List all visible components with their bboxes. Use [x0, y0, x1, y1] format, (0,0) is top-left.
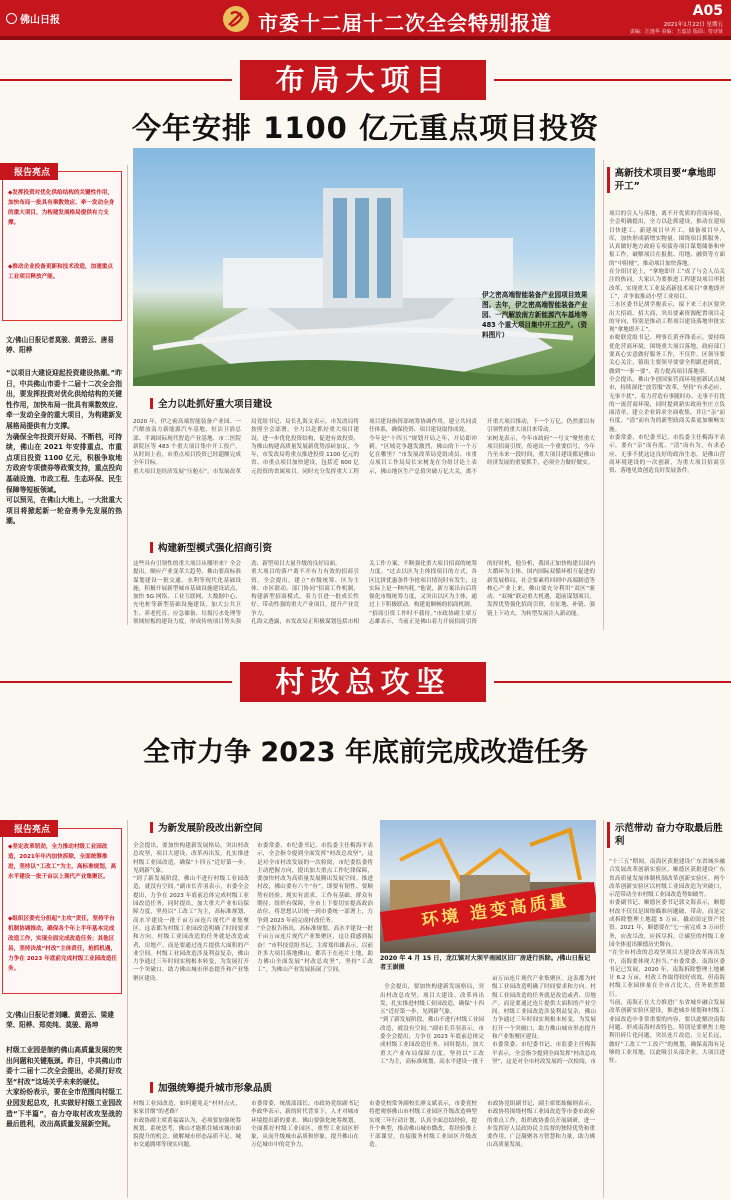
photo-banner: 环境 造变高质量 [380, 882, 596, 942]
section1-subhead-1: 全力以赴抓好重大项目建设 [150, 396, 272, 410]
masthead-stripe [0, 36, 731, 40]
section1-highlights-tag: 报告亮点 [0, 163, 58, 180]
section2-subhead-2: 加强统筹提升城市形象品质 [150, 1080, 272, 1094]
paper-name: 佛山日报 [20, 14, 60, 26]
section2-highlight-1: ◆坚定改革韧劲，全力推动村级工业园改造，2021年年内加快拆除，全面统筹推进，坚持以“工改工”为主，高标准规划，高水平建设一批千亩以上现代产业集聚区。 [8, 844, 117, 880]
party-emblem-icon [222, 5, 250, 33]
demolition-photo-caption: 2020 年 4 月 15 日，龙江镇对大坝平南园区旧厂房进行拆除。/佛山日报记者王澍摄 [380, 955, 591, 971]
section1-byline: 文/佛山日报记者莫骏、黄碧云、唐易婷、阳桦 [6, 336, 114, 354]
subhead-bar [150, 542, 153, 553]
kicker-deco-right [494, 681, 731, 683]
section2-byline: 文/佛山日报记者刘曦、黄碧云、梁建荣、阳桦、郑奕纯、莫骏、路坤 [6, 1011, 114, 1029]
section2-kicker: 村改总攻坚 [240, 662, 486, 702]
section2-highlights-tag: 报告亮点 [0, 820, 58, 837]
section1-lead: “以项目大建设迎起投资建设热潮。”昨日，中共佛山市委十二届十二次全会指出，要发挥投资对优化供给结构的关键性作用，加快布局一批具有乘数效应、牵一发动全身的重大项目，为构建新发展格局提供有力支撑。 为确保全年投资开好局、不断档，可持续，佛山在 2021 年安排重点、市重点项目投资 1100 亿元，积极争取地方政府专项债券等政策支持，重点投向基础设施、市政工程、生态环保、民生保障等短板领域。 可以预见，在佛山大地上，一大批重大项目将掀起新一轮奋勇争先发展的热潮。 [6, 369, 122, 526]
section2-lead: 村级工业园是制约佛山高质量发展的突出问题和关键瓶颈。昨日，中共佛山市委十二届十二次全会提出，必须打好攻坚“村改”这场关乎未来的硬仗。 大家纷纷表示，要在全市范围向村级工业园发起总攻，扎实做好村级工业园改造“下半篇”，奋力夺取村改攻坚战的最后胜利，改出高质量发展新空间。 [6, 1046, 122, 1129]
paper-logo [6, 8, 70, 28]
subhead-bar [607, 822, 610, 848]
section2-highlight-2: ◆组织区委充分担起“主攻”责任，坚持平台机制协调推动，确保各个年上半年基本完成改造工作，实现全面完成改造任务；其他区县，坚持决战“村改”主体责任，抢抓机遇，力争在 2023 年底前完成村级工业园改造任务。 [8, 916, 117, 972]
section1-right-text: 项目的引入与落地，离不开优质的营商环境，全会明确提出，全力以赴抓建设，推动在建项目快建工，新建项目早开工，储备项目早入库，加快形成新增实物量。围绕项目抓服务，认真做好地方政府专项债券项目谋划储备和申报工作，破解项目在报批、用地、融资等方面的“中阻梗”，推动项目加快落地。 在分组讨论上，“拿地即开工”成了与会人员关注的热词，大家认为要推进工程建设项目审批改革，实现重大工业及高新技术项目“拿地即开工”，并争取推动小型工业项目。 三水区委书记胡学骏表示，接下来三水区要突出大招商、招大商，突出要素资源配置项目走的导向，特别是推动工程项目建设落地审批实现“拿地即开工”。 市税联党组书记、理事长黄齐锋表示，要持续优化营商环境，围绕重大项目落地，政府部门要真心实意做好服务工作，不仅件，区领导要关心关注，镇街主要领导要要全程跟进到底，做到“一事一要”，着力提高项目落地率。 全会提出，佛山争创国家营商环境创新试点城市，持续深化“放管服”改革，坚持“有求必应、无事不扰”，着力营造有事随时办、无事不打扰的一流营商环境，同时提到新实政府坐庄立负面清单，建立企业诉求全面收集，并让“亲”而有度、“清”而有为的新型政商关系更加顺畅实施。 市委常委、市纪委书记、市监委主任梅海平表示，要有“亲”而有度、“清”而有为，有求必应、无事不扰这这良好的政治生态，是佛山营商环境建设的一次创新，为重大项目招商引资、落地见效创造良好发展条件。 [609, 211, 725, 475]
date-line: 2021年1月22日 星期五 [663, 22, 723, 28]
subhead-bar [607, 167, 610, 193]
section2-headline: 全市力争 2023 年底前完成改造任务 [143, 737, 588, 768]
page-number: A05 [692, 3, 723, 19]
section2-mid-text: 全会提出，要加快构建新发展格局，突出村改总攻坚，项目大建设、改革再出发，扎实推进村级工业园改造，确保“十四五”近好第一步，见到新气象。 “到了新发展阶段，佛山不进行村级工业园改造，就没有空间。”副市长乔羽表示，市委全会提出，力争在 2023 年底前总体完成村级工业园改造任务，同时提出，加大重大产业布局保障力度，坚持以“工改工”为主，高标准规划、高水平建设一批千亩万亩连片现代产业集聚区。这表都为村级工业园改造明确了时间要求和方向。村级工业园改造的任务就是改造或者，房地产、而是要通过连片提供大面积的产业空间。村级工业园改造涉及利益复杂，佛山力争通过三年时间实现根本转变，为发展打开一个突破口，助力佛山城市形态提升和产业集聚区建设。 市委常委、市纪委书记、市监委主任梅海平表示，全会指令提到全面发挥“村改总攻坚”，这是对全市村改发展的一次检阅，市 [380, 976, 596, 1065]
section2-subhead-1: 为新发展阶段改出新空间 [150, 820, 263, 834]
column-rule [127, 820, 128, 1198]
demolition-photo [380, 820, 596, 953]
section1-highlight-2: ◆推动企业投备更新和技术改造，加速重点工业项目释放产能。 [8, 264, 113, 280]
column-rule [127, 165, 128, 625]
section1-sub1-text: 2020 年，伊之密高端智能装备产业园、一汽解放南方新能源汽车基地、恒洁卫浴总部、半调国际现代智造产业基地、市二医院新院区等 483 个重大项目集中开工投产。从时间上看，市重点项目投资已经超额完成全年目标。 重大项目是经济发展“压舱石”。市发展改革局党组书记、局长孔海文表示，市发改局将按照全会部署，全力以赴抓好重大项目建设，进一步优化投资结构，促进有效投资，为佛山构建高质量发展新优势添砖加瓦。今年，市发改局将重点推进投资 1100 亿元的省、市重点项目加快建设，包括近 600 亿元投资的省属项目。同时充分发挥重大工程项目建设指挥部统筹协调作用，建立共同责任体系，确保投资、项目建设取得成效。 今年是“十四五”规划开局之年，开局即冲刺。“区域竞争越发激烈，佛山的下一个万亿在哪里？”市发展改革局党组成员、市重点项目工作局局长宋树龙在分组讨论上表示，佛山地区生产总值突破万亿大关，离不开重大项目推动，下一个万亿，仍然要以有引领性的重大项目来带动。 宋树龙表示，今年市政府“一号文”聚焦重大项目招商引资，传递出一个重要信号，今年乃至未来一段时间，重大项目建设都是佛山经济发展的重要抓手，必须全力做好做实。 [133, 419, 595, 475]
section1-headline: 今年安排 1100 亿元重点项目投资 [132, 111, 599, 145]
section2-sub1-text: 全会提出，要加快构建新发展格局，突出村改总攻坚，项目大建设、改革再出发，扎实推进村级工业园改造，确保“十四五”近好第一步，见到新气象。 “到了新发展阶段，佛山不进行村级工业园改造，就没有空间。”副市长乔羽表示，市委全会提出，力争在 2023 年底前总体完成村级工业园改造任务，同时提出，加大重大产业布局保障力度，坚持以“工改工”为主，高标准规划、高水平建设一批千亩万亩连片现代产业集聚区。这表都为村级工业园改造明确了时间要求和方向。村级工业园改造的任务就是改造或者，房地产、而是要通过连片提供大面积的产业空间。村级工业园改造涉及利益复杂，佛山力争通过三年时间实现根本转变，为发展打开一个突破口，助力佛山城市形态提升和产业集聚区建设。 市委常委、市纪委书记、市监委主任梅海平表示，全会指令提到全面发挥“村改总攻坚”，这是对全市村改发展的一次检阅，市纪委监委将主动把握方向，提出加大重点工作纪律保障，要加快村改为高质量发展腾出发展空间。推进村改，佛山要有六个“有”，即要有韧性、要顺势有经验、现实有需求、工作有基础、群众有期待、组织有保障，全市上下要切实提高政治站位，将思想认识统一到市委统一部署上，力争到 2023 年前完成村改任务。 “全会报告指出，高标准规划、高水平建设一批千亩万亩连片现代产业集聚区，这让我感到振奋！”市科技党组书记、主席郑伟雄表示，以前许多大项目落地佛山，都苦于在连片土地，助力佛山全面发展“村改总攻坚”，坚持“工改工”，为佛山产业发展拓展了空间。 [133, 843, 373, 982]
section1-kicker: 布局大项目 [240, 60, 486, 100]
subhead-bar [150, 398, 153, 409]
editors-line: 责编：江逸华 美编：王嘉洁 版面：符诗贤 [629, 29, 723, 35]
column-rule [603, 160, 604, 630]
section1-sub2-text: 这些具有引领性的重大项目从哪里来？全会提出，顺应产业变革大趋势，佛山要高标准谋划建设一批交通、水利等现代化基础设施，积极开展新型城市基础设施建设试点，加快 5G 网络、工业互联网、大数据中心、充电桩等新型基础设施建设，加大公共卫生、养老托育、应急储备、垃圾污水处理等领域短板的建设力度，形成传统项目势头强劲、新型项目大量升级的良好局面。 重大项目的落户离不开有力有效的招商引资，全会提出，建立“市级统筹、区为主体、市区联动、部门协同”招商工作机制，构建新型招商模式，着力引进一批成长性好、带动性强的重大产业项目，提升产业竞争力。 孔海文透露，市发改局正积极谋划包括市相关工作方案，不断强化重大项目招商的统筹力度。“过去以区为主体找项目的方式，各区比拼优惠条件争抢项目情况时有发生，这实际上是一种内耗。”他说，新方案出台后将强化市级统筹力度，又突出以区为主体，通过上下积极联动，构建更顺畅的招商机制。 “招商引资工作时不我待。”市政协副主席万志雄表示，当前正是佛山着力开展招商引资的好时机，他分析，我国正加快构建以国内大循环为主体、国内国际双循环相互促进的新发展格局，社会要素将回到中高端制造等核心产业上来，佛山要充分利用“双区”驱动、“双城”联动重大机遇，超前谋划项目，发挥优势强化招商引资，在征地、补链、强链上下功夫，为转型发展注入新动能。 [133, 561, 595, 626]
kicker-deco-left [0, 79, 232, 81]
paper-logo-icon [6, 13, 17, 24]
kicker-deco-right [494, 79, 731, 81]
banner-title: 市委十二届十二次全会特别报道 [258, 11, 552, 35]
section2-sub2-text: 村级工业园改造，如何避免走“村村点火，家家冒烟”的老路？ 市政协副主席黄福霖认为，必须要加强统筹规划，系统思考，佛山才能抓住城市城市面貌提升的机会，破解城市形态品质不足、城市交通拥堵等现实问题。 市委常委、统战部部长、市政协党组副书记李政华表示，新的时代背景下，人才对城市环境提出新的要求。佛山要强化统筹规划，全面抓好村级工业园区，重塑工业园区形象，从而升级城市品质和形象，提升佛山在万亿城市中的竞争力。 市委党校常务副校长廖义斌表示，市委党校将把观察佛山市村级工业园区升级改造典型实现三年行动计划，认真全面总结经验，提升个典型，推动佛山城市微改，将经验推上干部课堂，直接服务村级工业园区升级改造。 市政协党组副书记、副主席郑灿佩则表示，市政协将围绕村级工业园改造等市委市政府的重点工作，组织政协委员开展调研，进一步发挥好人民政协民主监督的独特优势和重要作用，广泛凝聚各方智慧和力量，助力佛山高质量发展。 [133, 1101, 595, 1149]
photo-caption: 伊之密高端智能装备产业园项目效果图。去年，伊之密高端智能装备产业园、一汽解放南方新能源汽车基地等 483 个重大项目集中开工投产。（资料图片） [482, 291, 588, 339]
section1-highlight-1: ◆发挥投资对优化供给结构的关键性作用，加快布局一批具有乘数效应、牵一发动全身的重大项目，为构建发展格局提供有力支撑。 [8, 190, 115, 226]
column-rule [603, 820, 604, 1198]
section1-right-head: 高新技术项目要“拿地即开工” [607, 167, 725, 193]
section2-right-text: “十三五”期间，南海区获批建设广东省城乡融合发展改革创新实验区，顺德区获批建设广东省高质量发展体制机制改革创新实验区。两个改革创新实验区以村级工业园改造为突破口，示范带动全市村级工业园改造势如破竹。 市委副书记、顺德区委书记郭文海表示，顺德村改不仅仅是围绕瞄准问题破、带动，而是完成拆除整理土地超 5 万亩，撬动固定资产投资。2021 年，顺德要在“七一前完成 3 万亩任务，应改尽改，应拆尽拆，让碳狂的村级工业园全体退出顺德历史舞台。 “在全市村改的总攻坚项目大建设改革再出发中，南海要体现大担当。”市委常委、南海区委书记已发展，2020 年，南海拆除整理土地累计 6.2 万亩，村改工作取得较好成效。但南海村级工业园体量在全市占比大，任务依然繁巨。 当前，南海正在大力推进广东省城乡融合发展改革创新实验区建设，推进城乡规划和村级工业园改造中非常重要的内容，要以此解决南海问题、形成南海村改特色。特别是要聚焦土地利用碎片化问题，突出连片改造，立足长远，做好“工改工”“工改产”的规划，确保南海有足够的工业用地，以此吸引头部企业，大项目进驻。 [609, 859, 725, 1065]
kicker-deco-left [0, 681, 232, 683]
subhead-bar [150, 822, 153, 833]
section2-right-head: 示范带动 奋力夺取最后胜利 [607, 822, 725, 848]
section1-subhead-2: 构建新型模式强化招商引资 [150, 540, 272, 554]
subhead-bar [150, 1082, 153, 1093]
